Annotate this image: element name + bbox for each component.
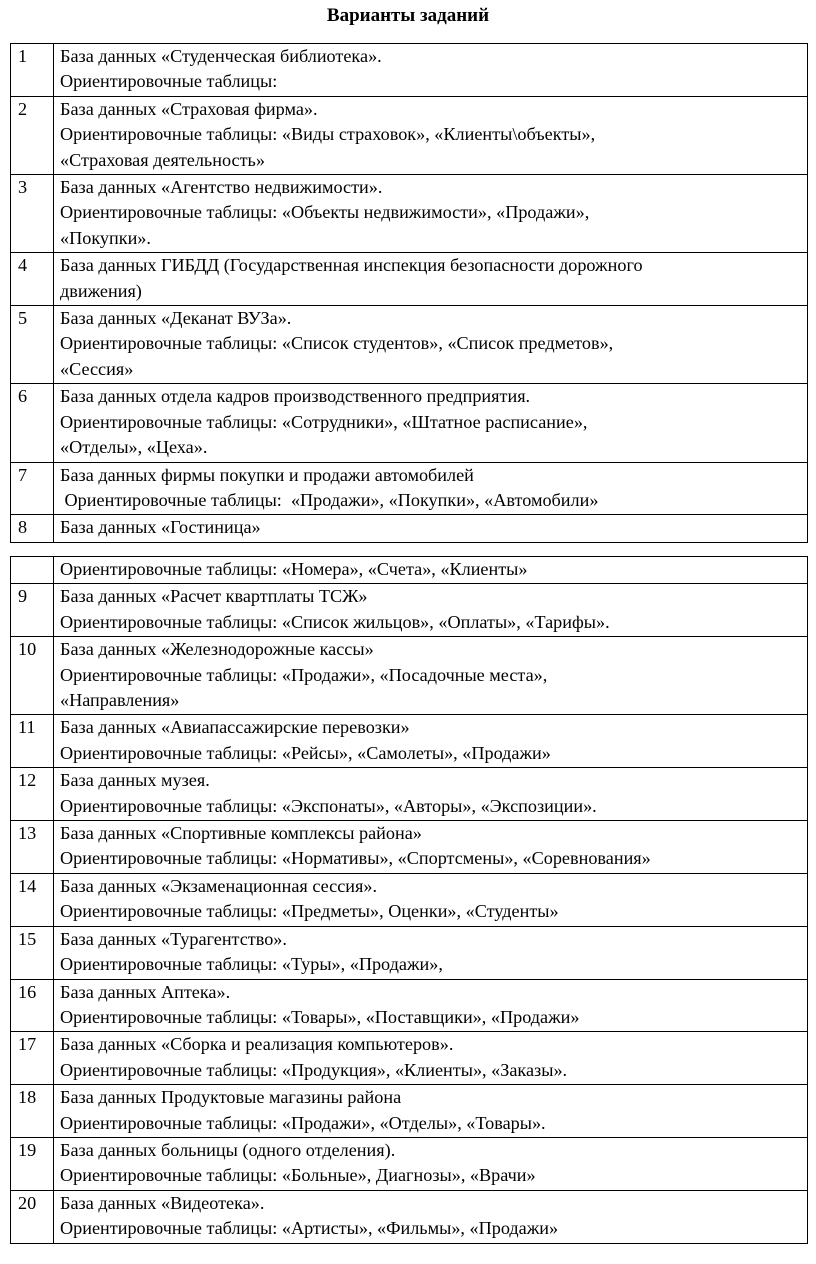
variant-number: 5: [11, 306, 54, 384]
variant-row: [11, 306, 808, 384]
variant-description-line: База данных «Экзаменационная сессия».: [60, 875, 378, 896]
variant-description-line: Ориентировочные таблицы: «Номера», «Счета», «Клиенты»: [60, 559, 528, 579]
variant-description: [54, 1137, 808, 1190]
variant-row: [11, 96, 808, 174]
variant-number: 9: [11, 584, 54, 637]
variant-row: [11, 926, 808, 979]
variant-row: [11, 384, 808, 462]
variant-description-line: Ориентировочные таблицы: «Виды страховок», «Клиенты\объекты»,: [60, 124, 596, 145]
variant-row: [11, 1137, 808, 1190]
variant-description-line: Ориентировочные таблицы: «Больные», Диагнозы», «Врачи»: [60, 1165, 536, 1186]
variant-description-line: База данных Продуктовые магазины района: [60, 1087, 402, 1108]
variant-description-line: База данных «Агентство недвижимости».: [60, 177, 383, 198]
variant-number: 10: [11, 637, 54, 715]
variant-number: 15: [11, 926, 54, 979]
variant-description: [54, 1085, 808, 1138]
variant-description-line: База данных «Расчет квартплаты ТСЖ»: [60, 586, 368, 607]
variant-number: 11: [11, 715, 54, 768]
variant-description-line: «Покупки».: [60, 227, 151, 248]
variant-description-line: База данных музея.: [60, 770, 210, 791]
variant-description: [54, 979, 808, 1032]
variant-description-line: База данных «Авиапассажирские перевозки»: [60, 717, 410, 738]
variant-description: [54, 175, 808, 253]
variant-description-line: Ориентировочные таблицы: «Экспонаты», «Авторы», «Экспозиции».: [60, 795, 597, 816]
variant-description-line: База данных «Видеотека».: [60, 1192, 265, 1213]
variant-description-line: Ориентировочные таблицы: «Артисты», «Фильмы», «Продажи»: [60, 1218, 559, 1239]
variant-description-line: Ориентировочные таблицы:: [60, 71, 278, 92]
variant-description: [54, 384, 808, 462]
variant-row: [11, 557, 808, 584]
variant-description-line: База данных «Гостиница»: [60, 517, 261, 538]
variant-description: [54, 515, 808, 542]
variant-row: [11, 715, 808, 768]
variant-number: 6: [11, 384, 54, 462]
variant-row: [11, 1190, 808, 1243]
variant-number: 4: [11, 253, 54, 306]
variant-description-line: Ориентировочные таблицы: «Объекты недвижимости», «Продажи»,: [60, 202, 590, 223]
variant-description-line: База данных ГИБДД (Государственная инспекция безопасности дорожного: [60, 255, 643, 276]
variant-number: 1: [11, 44, 54, 97]
variant-description-line: База данных Аптека».: [60, 981, 231, 1002]
variant-row: [11, 1085, 808, 1138]
variant-number: 13: [11, 821, 54, 874]
variant-number: 16: [11, 979, 54, 1032]
variant-description: [54, 557, 808, 584]
variant-description-line: «Направления»: [60, 690, 180, 711]
variant-description-line: База данных «Железнодорожные кассы»: [60, 639, 374, 660]
variant-description: [54, 253, 808, 306]
variant-description-line: База данных «Страховая фирма».: [60, 98, 318, 119]
variants-table-part-1: [10, 43, 808, 543]
variant-description-line: Ориентировочные таблицы: «Нормативы», «Спортсмены», «Соревнования»: [60, 848, 651, 869]
variant-description-line: Ориентировочные таблицы: «Сотрудники», «Штатное расписание»,: [60, 411, 588, 432]
variant-description-line: База данных отдела кадров производственного предприятия.: [60, 386, 531, 407]
variant-description: [54, 637, 808, 715]
variant-description-line: Ориентировочные таблицы: «Рейсы», «Самолеты», «Продажи»: [60, 742, 551, 763]
variant-row: [11, 462, 808, 515]
variant-number: 17: [11, 1032, 54, 1085]
variants-table-part-2: [10, 556, 808, 1244]
variant-row: [11, 515, 808, 542]
variant-description: [54, 462, 808, 515]
variant-row: [11, 768, 808, 821]
variant-row: [11, 44, 808, 97]
variant-description-line: База данных «Студенческая библиотека».: [60, 46, 382, 66]
variant-description-line: База данных «Турагентство».: [60, 928, 287, 949]
variant-row: [11, 821, 808, 874]
variant-description: [54, 715, 808, 768]
variant-description: [54, 1190, 808, 1243]
variant-number: 7: [11, 462, 54, 515]
variant-number: 14: [11, 873, 54, 926]
variant-number: 19: [11, 1137, 54, 1190]
variant-description-line: «Страховая деятельность»: [60, 149, 265, 170]
variant-number: 20: [11, 1190, 54, 1243]
variant-description-line: База данных «Спортивные комплексы района»: [60, 823, 422, 844]
variant-description-line: База данных фирмы покупки и продажи автомобилей: [60, 464, 474, 485]
variant-description-line: База данных «Деканат ВУЗа».: [60, 308, 292, 329]
variant-description-line: «Сессия»: [60, 358, 134, 379]
variant-number: 12: [11, 768, 54, 821]
variant-description-line: Ориентировочные таблицы: «Продажи», «Покупки», «Автомобили»: [60, 489, 599, 510]
variant-number: [11, 557, 54, 584]
variant-description: [54, 44, 808, 97]
variant-number: 8: [11, 515, 54, 542]
variant-row: [11, 979, 808, 1032]
variant-description-line: Ориентировочные таблицы: «Продажи», «Посадочные места»,: [60, 664, 548, 685]
variant-number: 18: [11, 1085, 54, 1138]
variant-description: [54, 96, 808, 174]
variant-description-line: Ориентировочные таблицы: «Туры», «Продажи»,: [60, 954, 443, 975]
variant-description-line: Ориентировочные таблицы: «Список студентов», «Список предметов»,: [60, 333, 614, 354]
variant-description-line: Ориентировочные таблицы: «Товары», «Поставщики», «Продажи»: [60, 1006, 580, 1027]
variant-row: [11, 253, 808, 306]
variant-description-line: «Отделы», «Цеха».: [60, 437, 208, 458]
variant-description-line: движения): [60, 280, 142, 301]
variant-description: [54, 768, 808, 821]
variant-row: [11, 175, 808, 253]
variant-description-line: Ориентировочные таблицы: «Список жильцов», «Оплаты», «Тарифы».: [60, 611, 610, 632]
variant-description: [54, 873, 808, 926]
variant-row: [11, 637, 808, 715]
variant-description: [54, 584, 808, 637]
variant-number: 2: [11, 96, 54, 174]
variant-description: [54, 821, 808, 874]
variant-row: [11, 1032, 808, 1085]
variant-number: 3: [11, 175, 54, 253]
variant-description-line: Ориентировочные таблицы: «Продукция», «Клиенты», «Заказы».: [60, 1059, 568, 1080]
page-title: Варианты заданий: [326, 5, 490, 26]
variant-description-line: Ориентировочные таблицы: «Продажи», «Отделы», «Товары».: [60, 1112, 546, 1133]
variant-description-line: База данных больницы (одного отделения).: [60, 1139, 396, 1160]
variant-description: [54, 1032, 808, 1085]
variant-description: [54, 926, 808, 979]
variant-description-line: Ориентировочные таблицы: «Предметы», Оценки», «Студенты»: [60, 901, 559, 922]
variant-row: [11, 584, 808, 637]
variant-description: [54, 306, 808, 384]
variant-description-line: База данных «Сборка и реализация компьютеров».: [60, 1034, 454, 1055]
variant-row: [11, 873, 808, 926]
